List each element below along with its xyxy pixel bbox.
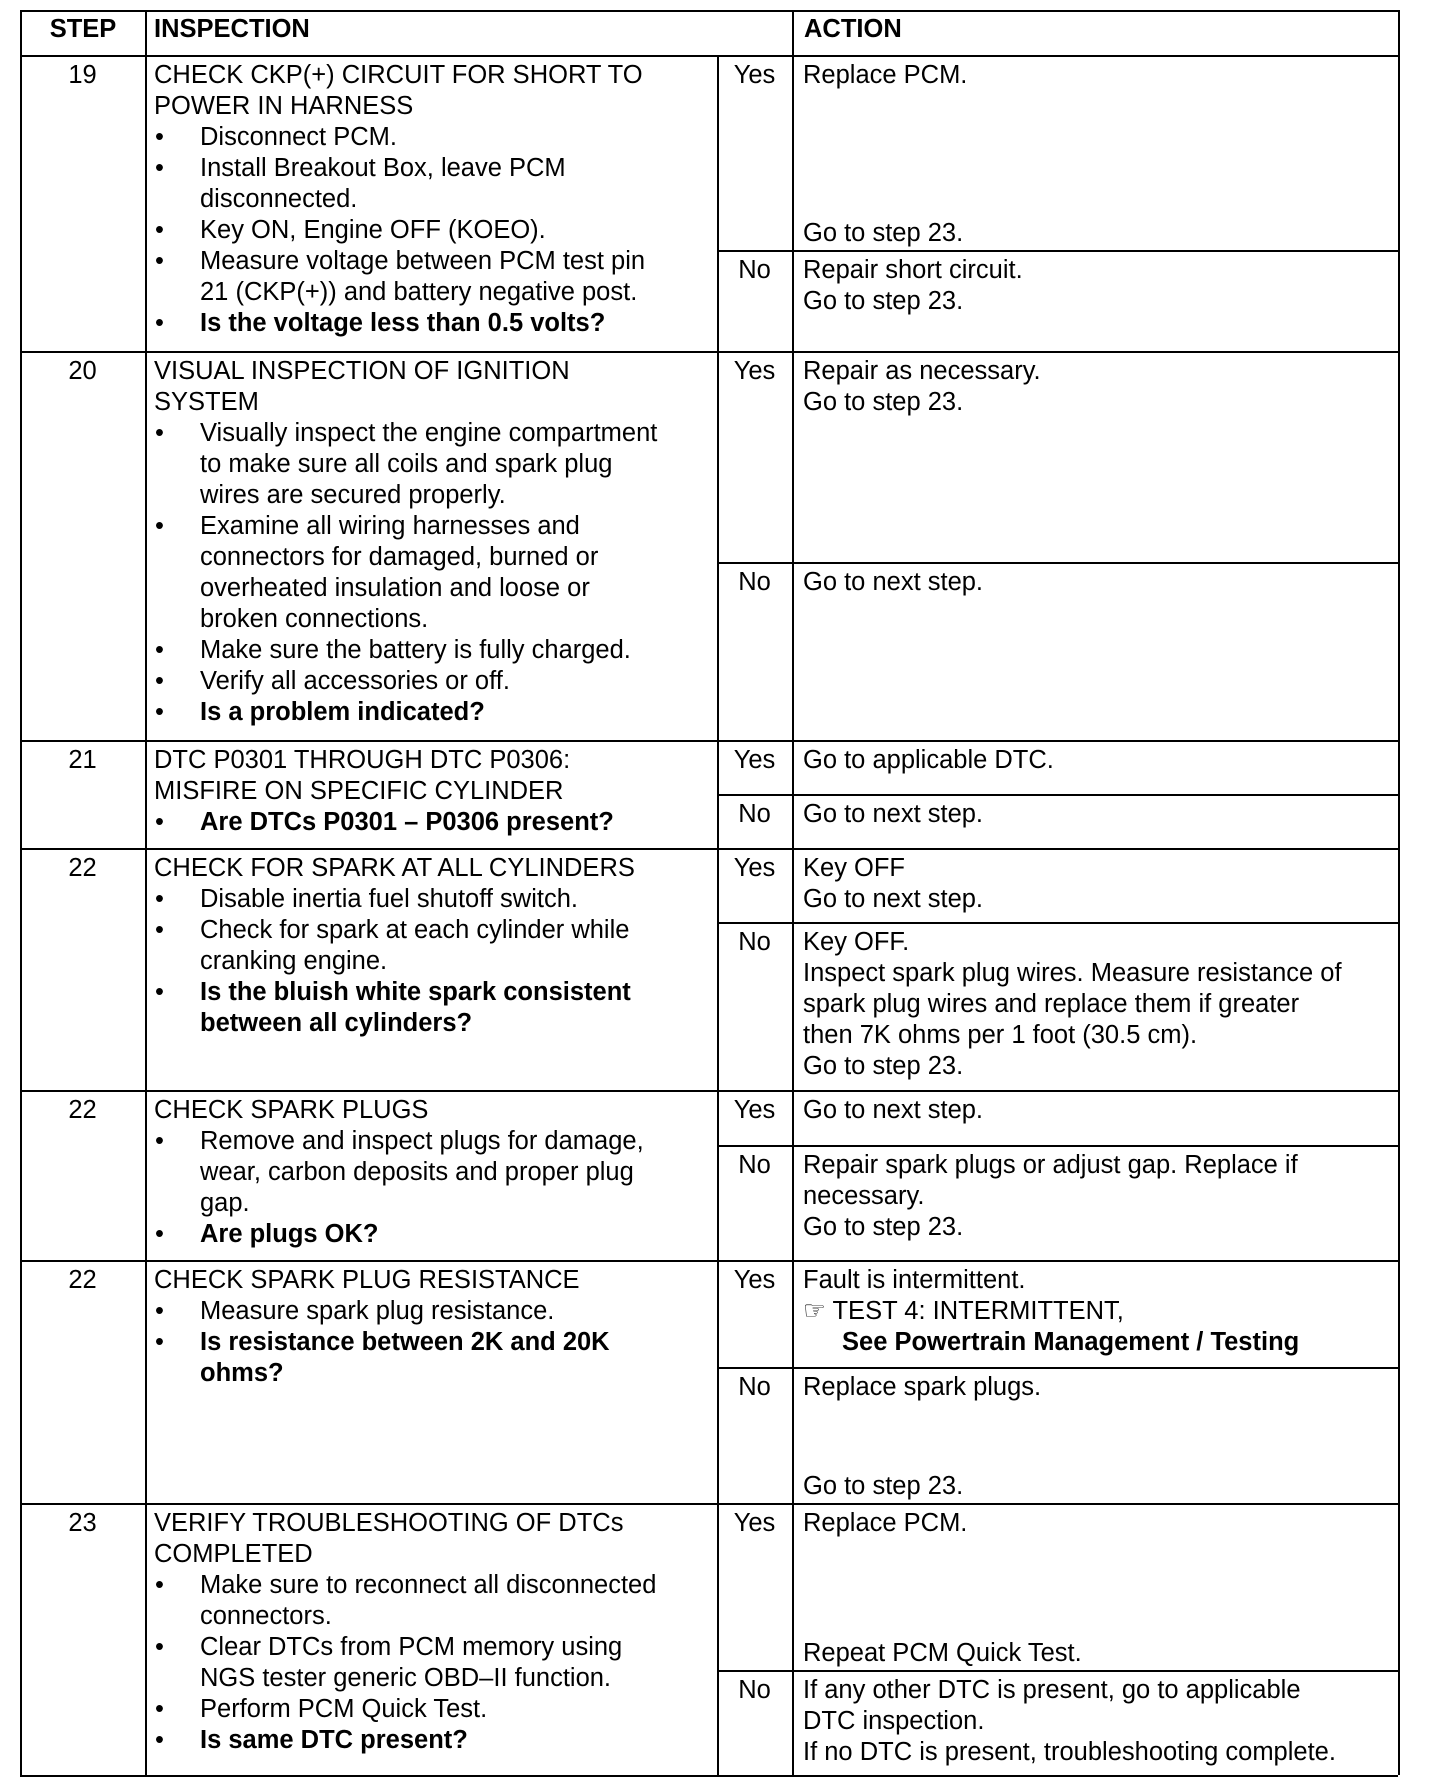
answer-label-no: No [738, 1151, 771, 1179]
action-text: Go to step 23. [803, 219, 964, 247]
inspection-step-text: wear, carbon deposits and proper plug [200, 1158, 634, 1186]
bullet-dot: • [155, 123, 164, 151]
inspection-title: CHECK CKP(+) CIRCUIT FOR SHORT TO [154, 61, 643, 89]
action-text: DTC inspection. [803, 1707, 985, 1735]
header-action: ACTION [804, 15, 902, 43]
action-text: Go to step 23. [803, 1213, 964, 1241]
bullet-dot: • [155, 698, 164, 726]
action-column-divider [792, 10, 794, 1775]
inspection-step-text: between all cylinders? [200, 1009, 473, 1037]
action-text: Inspect spark plug wires. Measure resistance of [803, 959, 1342, 987]
action-text: See Powertrain Management / Testing [842, 1328, 1300, 1356]
row-divider [20, 351, 1398, 353]
header-step: STEP [49, 15, 117, 43]
inspection-step-text: Perform PCM Quick Test. [200, 1695, 488, 1723]
bullet-dot: • [155, 154, 164, 182]
action-text: Repair spark plugs or adjust gap. Replace if [803, 1151, 1298, 1179]
inspection-step-text: Measure spark plug resistance. [200, 1297, 555, 1325]
action-text: spark plug wires and replace them if greater [803, 990, 1300, 1018]
step-number: 22 [68, 1096, 97, 1124]
answer-label-yes: Yes [733, 357, 776, 385]
inspection-step-text: Clear DTCs from PCM memory using [200, 1633, 623, 1661]
inspection-title: VERIFY TROUBLESHOOTING OF DTCs [154, 1509, 624, 1537]
answer-divider [717, 794, 1398, 796]
inspection-title: COMPLETED [154, 1540, 313, 1568]
answer-divider [717, 1145, 1398, 1147]
answer-divider [717, 1367, 1398, 1369]
step-number: 22 [68, 1266, 97, 1294]
action-text: Go to next step. [803, 1096, 984, 1124]
inspection-step-text: overheated insulation and loose or [200, 574, 590, 602]
step-column-divider [145, 10, 147, 1775]
action-text: necessary. [803, 1182, 925, 1210]
row-divider [20, 1090, 1398, 1092]
inspection-title: POWER IN HARNESS [154, 92, 414, 120]
action-text: Go to next step. [803, 885, 984, 913]
bullet-dot: • [155, 916, 164, 944]
step-number: 23 [68, 1509, 97, 1537]
step-number: 19 [68, 61, 97, 89]
inspection-step-text: 21 (CKP(+)) and battery negative post. [200, 278, 638, 306]
bullet-dot: • [155, 885, 164, 913]
inspection-step-text: Measure voltage between PCM test pin [200, 247, 646, 275]
action-text: Go to step 23. [803, 1472, 964, 1500]
inspection-step-text: Visually inspect the engine compartment [200, 419, 658, 447]
step-number: 22 [68, 854, 97, 882]
bullet-dot: • [155, 1127, 164, 1155]
action-text: Go to next step. [803, 800, 984, 828]
answer-label-yes: Yes [733, 1096, 776, 1124]
inspection-title: SYSTEM [154, 388, 259, 416]
bullet-dot: • [155, 667, 164, 695]
action-text: If any other DTC is present, go to applicable [803, 1676, 1301, 1704]
bullet-dot: • [155, 309, 164, 337]
row-divider [20, 1503, 1398, 1505]
inspection-title: CHECK SPARK PLUG RESISTANCE [154, 1266, 580, 1294]
answer-label-no: No [738, 568, 771, 596]
step-number: 21 [68, 746, 97, 774]
action-text: Fault is intermittent. [803, 1266, 1026, 1294]
inspection-step-text: Is the bluish white spark consistent [200, 978, 631, 1006]
inspection-step-text: cranking engine. [200, 947, 388, 975]
bullet-dot: • [155, 1726, 164, 1754]
answer-divider [717, 922, 1398, 924]
answer-divider [717, 1670, 1398, 1672]
inspection-step-text: to make sure all coils and spark plug [200, 450, 613, 478]
answer-label-yes: Yes [733, 854, 776, 882]
inspection-title: VISUAL INSPECTION OF IGNITION [154, 357, 570, 385]
bullet-dot: • [155, 1297, 164, 1325]
action-text: Go to step 23. [803, 1052, 964, 1080]
bullet-dot: • [155, 1695, 164, 1723]
action-text: Repair as necessary. [803, 357, 1041, 385]
inspection-step-text: Remove and inspect plugs for damage, [200, 1127, 644, 1155]
inspection-step-text: NGS tester generic OBD–II function. [200, 1664, 612, 1692]
inspection-step-text: wires are secured properly. [200, 481, 506, 509]
bullet-dot: • [155, 1328, 164, 1356]
action-text: then 7K ohms per 1 foot (30.5 cm). [803, 1021, 1198, 1049]
answer-divider [717, 562, 1398, 564]
action-text: Go to applicable DTC. [803, 746, 1054, 774]
inspection-step-text: ohms? [200, 1359, 284, 1387]
bullet-dot: • [155, 1633, 164, 1661]
inspection-step-text: Disable inertia fuel shutoff switch. [200, 885, 578, 913]
bullet-dot: • [155, 216, 164, 244]
action-text: Replace PCM. [803, 1509, 968, 1537]
answer-label-no: No [738, 1676, 771, 1704]
action-text: Replace PCM. [803, 61, 968, 89]
bullet-dot: • [155, 808, 164, 836]
inspection-step-text: Install Breakout Box, leave PCM [200, 154, 566, 182]
inspection-step-text: Make sure the battery is fully charged. [200, 636, 631, 664]
inspection-title: CHECK FOR SPARK AT ALL CYLINDERS [154, 854, 635, 882]
inspection-step-text: Check for spark at each cylinder while [200, 916, 630, 944]
inspection-step-text: Is a problem indicated? [200, 698, 485, 726]
row-divider [20, 848, 1398, 850]
inspection-step-text: connectors. [200, 1602, 332, 1630]
bullet-dot: • [155, 247, 164, 275]
action-text: Repeat PCM Quick Test. [803, 1639, 1082, 1667]
answer-label-yes: Yes [733, 1266, 776, 1294]
table-bottom-border [20, 1775, 1398, 1777]
inspection-step-text: Key ON, Engine OFF (KOEO). [200, 216, 546, 244]
answer-label-no: No [738, 928, 771, 956]
answer-label-yes: Yes [733, 61, 776, 89]
action-text: Key OFF [803, 854, 906, 882]
action-text: Repair short circuit. [803, 256, 1023, 284]
answer-label-yes: Yes [733, 1509, 776, 1537]
inspection-step-text: Are plugs OK? [200, 1220, 379, 1248]
action-text: If no DTC is present, troubleshooting complete. [803, 1738, 1336, 1766]
inspection-step-text: connectors for damaged, burned or [200, 543, 599, 571]
bullet-dot: • [155, 512, 164, 540]
inspection-title: DTC P0301 THROUGH DTC P0306: [154, 746, 571, 774]
bullet-dot: • [155, 1571, 164, 1599]
row-divider [20, 1260, 1398, 1262]
action-text: Replace spark plugs. [803, 1373, 1042, 1401]
answer-label-no: No [738, 800, 771, 828]
action-text: Key OFF. [803, 928, 910, 956]
action-text: Go to next step. [803, 568, 984, 596]
table-right-border [1398, 10, 1400, 1775]
answer-divider [717, 250, 1398, 252]
bullet-dot: • [155, 1220, 164, 1248]
header-bottom-border [20, 55, 1398, 57]
inspection-title: CHECK SPARK PLUGS [154, 1096, 429, 1124]
inspection-step-text: Are DTCs P0301 – P0306 present? [200, 808, 614, 836]
inspection-step-text: broken connections. [200, 605, 429, 633]
inspection-step-text: Examine all wiring harnesses and [200, 512, 580, 540]
table-top-border [20, 10, 1398, 12]
action-text: Go to step 23. [803, 287, 964, 315]
row-divider [20, 740, 1398, 742]
step-number: 20 [68, 357, 97, 385]
inspection-step-text: Make sure to reconnect all disconnected [200, 1571, 657, 1599]
bullet-dot: • [155, 978, 164, 1006]
inspection-step-text: Is the voltage less than 0.5 volts? [200, 309, 606, 337]
action-text: ☞ TEST 4: INTERMITTENT, [803, 1297, 1124, 1325]
bullet-dot: • [155, 636, 164, 664]
header-inspection: INSPECTION [154, 15, 310, 43]
bullet-dot: • [155, 419, 164, 447]
answer-label-no: No [738, 256, 771, 284]
inspection-step-text: Disconnect PCM. [200, 123, 397, 151]
action-text: Go to step 23. [803, 388, 964, 416]
inspection-step-text: Is resistance between 2K and 20K [200, 1328, 610, 1356]
inspection-step-text: gap. [200, 1189, 250, 1217]
inspection-step-text: Verify all accessories or off. [200, 667, 510, 695]
inspection-step-text: disconnected. [200, 185, 358, 213]
inspection-title: MISFIRE ON SPECIFIC CYLINDER [154, 777, 564, 805]
inspection-step-text: Is same DTC present? [200, 1726, 468, 1754]
answer-label-no: No [738, 1373, 771, 1401]
answer-label-yes: Yes [733, 746, 776, 774]
